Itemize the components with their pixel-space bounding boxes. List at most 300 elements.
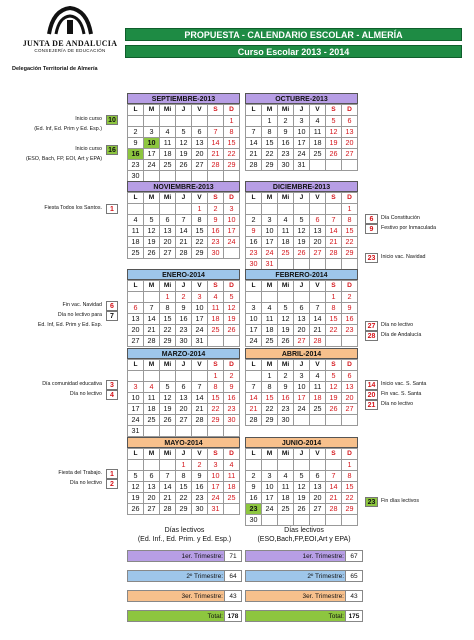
day-cell: 31 — [128, 426, 144, 437]
day-cell: 8 — [160, 303, 176, 314]
month-grid — [127, 280, 240, 347]
summary-left-subtitle: (Ed. Inf., Ed. Prim. y Ed. Esp.) — [137, 536, 232, 543]
day-cell: 7 — [192, 382, 208, 393]
day-cell: 1 — [160, 292, 176, 303]
day-cell — [192, 426, 208, 437]
day-cell — [294, 415, 310, 426]
weekday-header: Mi — [278, 105, 294, 116]
day-cell: 28 — [160, 504, 176, 515]
day-cell: 7 — [246, 127, 262, 138]
day-cell: 9 — [208, 215, 224, 226]
day-cell: 8 — [208, 382, 224, 393]
weekday-header: L — [128, 449, 144, 460]
weekday-header: M — [144, 360, 160, 371]
left-note-text: Fiesta del Trabajo. — [58, 470, 102, 476]
day-cell: 24 — [128, 415, 144, 426]
weekday-header: D — [342, 360, 358, 371]
day-cell: 6 — [160, 215, 176, 226]
day-cell: 10 — [128, 393, 144, 404]
day-cell: 23 — [246, 248, 262, 259]
month-title: OCTUBRE-2013 — [245, 93, 358, 104]
summary-row — [127, 590, 242, 602]
weekday-header: S — [326, 281, 342, 292]
day-cell: 25 — [310, 404, 326, 415]
month-grid — [245, 104, 358, 171]
day-cell — [192, 116, 208, 127]
day-cell: 14 — [144, 314, 160, 325]
day-cell: 19 — [176, 149, 192, 160]
day-cell: 20 — [144, 493, 160, 504]
day-cell — [310, 415, 326, 426]
day-cell: 7 — [246, 382, 262, 393]
day-cell: 26 — [176, 160, 192, 171]
day-cell: 28 — [326, 504, 342, 515]
month-block — [245, 348, 358, 426]
day-cell: 26 — [144, 248, 160, 259]
day-cell: 2 — [278, 371, 294, 382]
day-cell: 14 — [326, 482, 342, 493]
right-note-text: Día de Andalucía — [381, 332, 422, 338]
day-cell: 28 — [208, 160, 224, 171]
day-cell: 24 — [144, 160, 160, 171]
right-note-text: Inicio vac. Navidad — [381, 254, 426, 260]
weekday-header: V — [192, 360, 208, 371]
day-cell: 17 — [262, 493, 278, 504]
day-cell: 13 — [342, 382, 358, 393]
day-cell: 6 — [176, 382, 192, 393]
weekday-header: J — [294, 193, 310, 204]
weekday-header: J — [176, 360, 192, 371]
day-cell: 4 — [278, 215, 294, 226]
summary-value: 64 — [224, 571, 241, 581]
weekday-header: Mi — [160, 449, 176, 460]
logo-subtitle: CONSEJERÍA DE EDUCACIÓN — [34, 48, 106, 53]
course-title: Curso Escolar 2013 - 2014 — [125, 45, 462, 58]
weekday-header: L — [246, 105, 262, 116]
day-cell: 15 — [262, 393, 278, 404]
day-cell: 3 — [192, 292, 208, 303]
day-cell: 30 — [224, 415, 240, 426]
day-cell — [310, 460, 326, 471]
day-cell — [294, 204, 310, 215]
day-cell — [278, 204, 294, 215]
day-cell: 15 — [192, 226, 208, 237]
day-cell: 4 — [278, 471, 294, 482]
day-cell: 27 — [310, 248, 326, 259]
day-cell: 22 — [224, 149, 240, 160]
day-cell: 4 — [208, 292, 224, 303]
month-grid — [127, 192, 240, 259]
day-cell: 6 — [294, 303, 310, 314]
right-note-text: Día Constitución — [381, 215, 420, 221]
month-block — [127, 93, 240, 182]
day-cell: 29 — [160, 336, 176, 347]
day-cell: 9 — [192, 471, 208, 482]
summary-value: 175 — [345, 611, 362, 621]
day-cell: 8 — [262, 127, 278, 138]
weekday-header: V — [310, 449, 326, 460]
left-note-text: Fin vac. Navidad — [62, 302, 102, 308]
summary-label: 3er. Trimestre: — [181, 593, 223, 600]
day-cell: 3 — [294, 116, 310, 127]
weekday-header: V — [310, 360, 326, 371]
day-cell — [246, 460, 262, 471]
day-cell — [144, 426, 160, 437]
day-cell — [160, 116, 176, 127]
day-cell: 21 — [246, 149, 262, 160]
weekday-header: J — [294, 105, 310, 116]
day-cell — [294, 292, 310, 303]
day-cell: 12 — [326, 127, 342, 138]
day-cell: 1 — [262, 116, 278, 127]
right-note-text: Día no lectivo — [381, 322, 414, 328]
day-cell: 8 — [176, 471, 192, 482]
day-cell: 29 — [176, 504, 192, 515]
day-cell: 3 — [246, 303, 262, 314]
day-cell: 27 — [342, 149, 358, 160]
day-cell: 19 — [294, 493, 310, 504]
month-grid — [245, 192, 358, 270]
day-cell: 15 — [326, 314, 342, 325]
day-cell: 11 — [208, 303, 224, 314]
day-cell: 30 — [176, 336, 192, 347]
day-cell — [128, 460, 144, 471]
day-cell: 2 — [208, 204, 224, 215]
left-note-text: Día comunidad educativa — [42, 381, 102, 387]
day-cell: 19 — [144, 237, 160, 248]
month-block — [127, 437, 240, 515]
left-note-text: Inicio curso — [75, 146, 102, 152]
day-cell: 14 — [246, 393, 262, 404]
day-cell — [160, 460, 176, 471]
day-cell — [128, 204, 144, 215]
day-cell: 23 — [278, 404, 294, 415]
month-grid — [245, 280, 358, 347]
day-cell: 9 — [224, 382, 240, 393]
day-cell: 7 — [176, 215, 192, 226]
day-cell: 17 — [192, 314, 208, 325]
day-cell: 25 — [208, 325, 224, 336]
weekday-header: M — [144, 281, 160, 292]
day-cell: 14 — [208, 138, 224, 149]
day-cell: 3 — [224, 204, 240, 215]
day-cell: 24 — [262, 504, 278, 515]
day-cell: 20 — [342, 393, 358, 404]
day-cell — [176, 371, 192, 382]
right-note-text: Fin vac. S. Santa — [381, 391, 422, 397]
day-cell: 24 — [208, 493, 224, 504]
day-cell — [310, 204, 326, 215]
day-cell: 17 — [144, 149, 160, 160]
day-cell: 12 — [278, 314, 294, 325]
day-cell: 21 — [326, 237, 342, 248]
day-cell — [144, 292, 160, 303]
day-cell: 23 — [224, 404, 240, 415]
weekday-header: V — [310, 105, 326, 116]
left-note-day-box: 3 — [106, 380, 118, 390]
day-cell: 28 — [246, 415, 262, 426]
month-grid — [245, 359, 358, 426]
day-cell — [160, 371, 176, 382]
month-block — [127, 269, 240, 347]
day-cell: 26 — [128, 504, 144, 515]
weekday-header: J — [176, 105, 192, 116]
day-cell: 1 — [224, 116, 240, 127]
day-cell — [176, 116, 192, 127]
day-cell: 12 — [294, 482, 310, 493]
day-cell: 8 — [224, 127, 240, 138]
summary-row — [245, 590, 363, 602]
day-cell: 25 — [224, 493, 240, 504]
day-cell: 2 — [128, 127, 144, 138]
day-cell: 13 — [160, 226, 176, 237]
day-cell: 22 — [342, 493, 358, 504]
summary-label: 2º Trimestre: — [307, 573, 344, 580]
day-cell — [294, 515, 310, 526]
day-cell: 19 — [294, 237, 310, 248]
day-cell: 24 — [294, 149, 310, 160]
day-cell: 5 — [128, 471, 144, 482]
day-cell: 31 — [294, 160, 310, 171]
left-note-text: Día no lectivo para — [57, 312, 102, 318]
day-cell: 13 — [310, 482, 326, 493]
day-cell: 10 — [262, 226, 278, 237]
day-cell: 6 — [144, 471, 160, 482]
day-cell: 21 — [144, 325, 160, 336]
day-cell: 22 — [192, 237, 208, 248]
day-cell: 12 — [160, 393, 176, 404]
day-cell: 13 — [294, 314, 310, 325]
weekday-header: L — [246, 193, 262, 204]
weekday-header: S — [326, 449, 342, 460]
day-cell — [224, 504, 240, 515]
day-cell: 5 — [326, 116, 342, 127]
day-cell: 9 — [278, 127, 294, 138]
day-cell — [246, 116, 262, 127]
day-cell: 8 — [342, 471, 358, 482]
day-cell: 28 — [310, 336, 326, 347]
day-cell: 1 — [262, 371, 278, 382]
weekday-header: M — [262, 449, 278, 460]
weekday-header: D — [224, 105, 240, 116]
day-cell: 15 — [176, 482, 192, 493]
left-note-text: Fiesta Todos los Santos. — [44, 205, 102, 211]
day-cell: 7 — [208, 127, 224, 138]
day-cell — [128, 116, 144, 127]
weekday-header: J — [294, 360, 310, 371]
day-cell: 24 — [224, 237, 240, 248]
month-title: NOVIEMBRE-2013 — [127, 181, 240, 192]
day-cell: 8 — [192, 215, 208, 226]
weekday-header: M — [262, 193, 278, 204]
day-cell — [262, 204, 278, 215]
day-cell — [128, 292, 144, 303]
day-cell: 19 — [224, 314, 240, 325]
day-cell: 3 — [262, 471, 278, 482]
day-cell: 7 — [326, 471, 342, 482]
day-cell: 16 — [208, 226, 224, 237]
day-cell: 17 — [262, 237, 278, 248]
day-cell — [278, 460, 294, 471]
day-cell — [176, 426, 192, 437]
day-cell: 26 — [326, 404, 342, 415]
day-cell: 16 — [246, 237, 262, 248]
day-cell: 6 — [192, 127, 208, 138]
day-cell: 13 — [144, 482, 160, 493]
day-cell: 26 — [294, 504, 310, 515]
day-cell: 5 — [224, 292, 240, 303]
day-cell: 5 — [326, 371, 342, 382]
day-cell — [326, 415, 342, 426]
day-cell: 2 — [176, 292, 192, 303]
left-note-day-box: 10 — [106, 115, 118, 125]
right-note-day-box: 28 — [365, 331, 378, 341]
day-cell — [326, 515, 342, 526]
day-cell: 15 — [342, 226, 358, 237]
day-cell: 16 — [128, 149, 144, 160]
day-cell: 20 — [342, 138, 358, 149]
weekday-header: S — [326, 360, 342, 371]
day-cell — [128, 371, 144, 382]
right-note-day-box: 23 — [365, 253, 378, 263]
day-cell: 15 — [208, 393, 224, 404]
day-cell: 8 — [326, 303, 342, 314]
weekday-header: S — [326, 105, 342, 116]
left-note-text: Ed. Inf, Ed. Prim y Ed. Esp. — [37, 322, 102, 328]
weekday-header: M — [144, 193, 160, 204]
day-cell — [326, 204, 342, 215]
weekday-header: D — [224, 360, 240, 371]
day-cell — [144, 371, 160, 382]
day-cell: 15 — [342, 482, 358, 493]
junta-emblem-icon — [45, 4, 95, 38]
day-cell — [208, 336, 224, 347]
weekday-header: S — [208, 360, 224, 371]
day-cell: 26 — [278, 336, 294, 347]
right-note-day-box: 6 — [365, 214, 378, 224]
day-cell: 25 — [262, 336, 278, 347]
day-cell: 30 — [278, 415, 294, 426]
month-block — [127, 181, 240, 259]
summary-left-head — [127, 526, 242, 544]
day-cell: 18 — [278, 237, 294, 248]
day-cell: 28 — [144, 336, 160, 347]
weekday-header: V — [192, 449, 208, 460]
day-cell: 6 — [310, 471, 326, 482]
day-cell: 3 — [262, 215, 278, 226]
day-cell: 9 — [246, 226, 262, 237]
month-block — [245, 437, 358, 526]
day-cell: 18 — [262, 325, 278, 336]
day-cell — [342, 336, 358, 347]
day-cell: 7 — [310, 303, 326, 314]
day-cell: 22 — [342, 237, 358, 248]
day-cell: 17 — [128, 404, 144, 415]
summary-value: 71 — [224, 551, 241, 561]
day-cell: 14 — [160, 482, 176, 493]
day-cell: 7 — [326, 215, 342, 226]
day-cell: 29 — [192, 248, 208, 259]
day-cell: 5 — [176, 127, 192, 138]
junta-logo — [20, 4, 120, 53]
day-cell: 1 — [176, 460, 192, 471]
left-note-text: (ESO, Bach, FP, EOI, Art y EPA) — [25, 156, 102, 162]
day-cell: 10 — [208, 471, 224, 482]
day-cell: 23 — [192, 493, 208, 504]
day-cell: 11 — [128, 226, 144, 237]
day-cell: 21 — [176, 237, 192, 248]
day-cell: 5 — [160, 382, 176, 393]
weekday-header: D — [342, 105, 358, 116]
summary-row — [245, 550, 363, 562]
day-cell: 23 — [208, 237, 224, 248]
weekday-header: S — [208, 281, 224, 292]
day-cell — [342, 415, 358, 426]
day-cell — [176, 204, 192, 215]
day-cell: 19 — [278, 325, 294, 336]
weekday-header: Mi — [278, 449, 294, 460]
day-cell: 29 — [262, 415, 278, 426]
day-cell: 12 — [326, 382, 342, 393]
left-note-text: Día no lectivo — [69, 480, 102, 486]
day-cell — [310, 515, 326, 526]
weekday-header: M — [262, 281, 278, 292]
month-grid — [127, 104, 240, 182]
weekday-header: D — [342, 281, 358, 292]
left-note-day-box: 2 — [106, 479, 118, 489]
day-cell — [224, 426, 240, 437]
day-cell: 23 — [246, 504, 262, 515]
weekday-header: S — [208, 449, 224, 460]
day-cell: 24 — [192, 325, 208, 336]
day-cell: 14 — [326, 226, 342, 237]
day-cell: 15 — [160, 314, 176, 325]
day-cell: 16 — [192, 482, 208, 493]
day-cell — [192, 371, 208, 382]
day-cell — [326, 460, 342, 471]
day-cell: 24 — [246, 336, 262, 347]
day-cell: 1 — [208, 371, 224, 382]
day-cell: 29 — [342, 248, 358, 259]
day-cell: 4 — [160, 127, 176, 138]
summary-row — [127, 570, 242, 582]
day-cell: 25 — [278, 504, 294, 515]
day-cell: 19 — [128, 493, 144, 504]
day-cell: 20 — [176, 404, 192, 415]
day-cell — [342, 160, 358, 171]
day-cell: 16 — [224, 393, 240, 404]
month-block — [245, 93, 358, 171]
summary-label: 2º Trimestre: — [186, 573, 223, 580]
right-note-text: Fin días lectivos — [381, 498, 419, 504]
day-cell: 23 — [342, 325, 358, 336]
weekday-header: Mi — [160, 360, 176, 371]
day-cell: 13 — [342, 127, 358, 138]
day-cell: 21 — [326, 493, 342, 504]
summary-label: Total: — [328, 613, 344, 620]
day-cell: 17 — [294, 138, 310, 149]
day-cell — [160, 204, 176, 215]
day-cell — [326, 160, 342, 171]
right-note-text: Festivo por Inmaculada — [381, 225, 437, 231]
day-cell: 16 — [278, 393, 294, 404]
day-cell: 10 — [144, 138, 160, 149]
weekday-header: D — [224, 281, 240, 292]
day-cell: 12 — [176, 138, 192, 149]
day-cell: 14 — [192, 393, 208, 404]
weekday-header: V — [310, 193, 326, 204]
day-cell: 3 — [294, 371, 310, 382]
